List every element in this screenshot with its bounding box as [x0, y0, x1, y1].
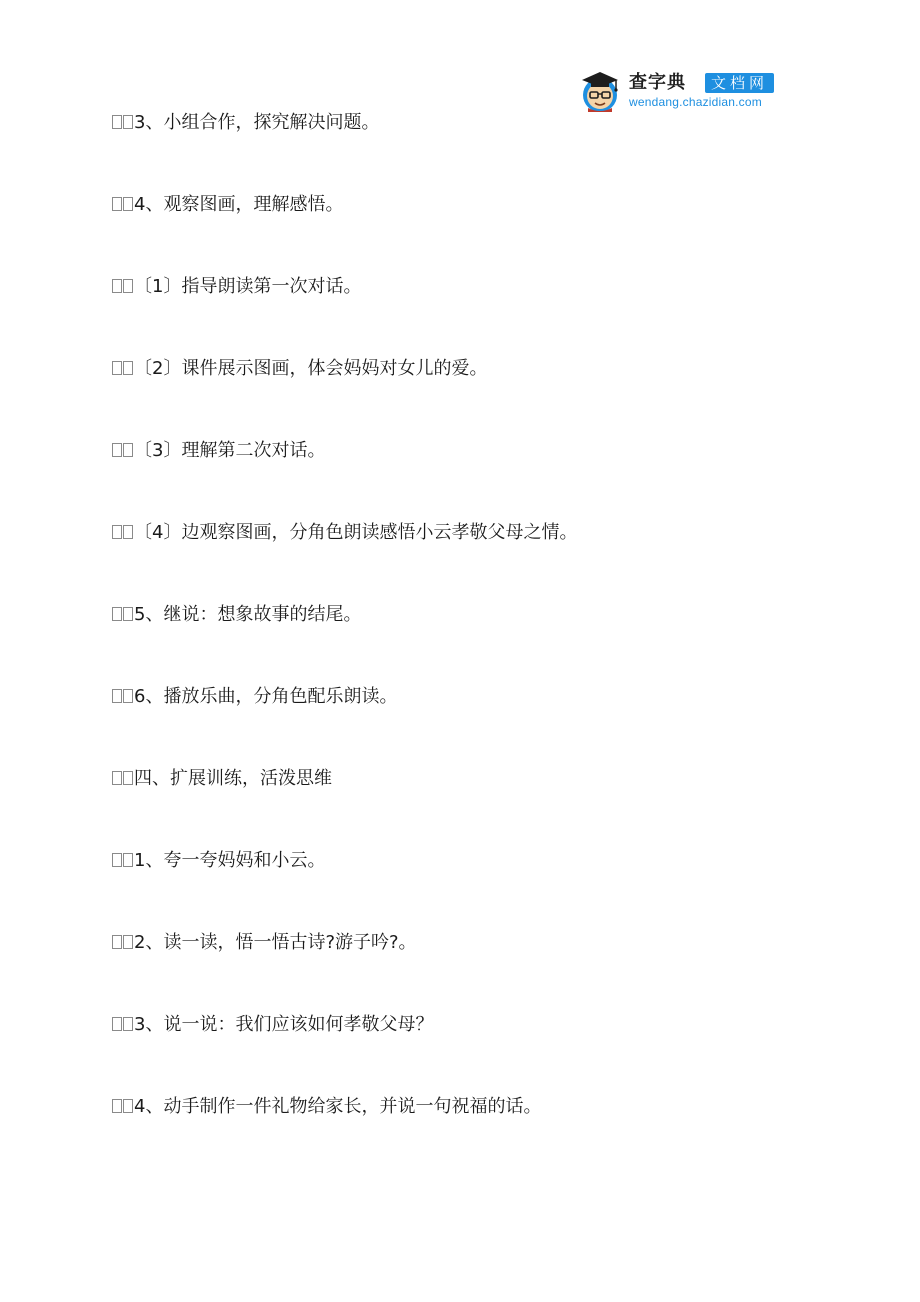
document-line: [112, 848, 577, 930]
document-line: [112, 438, 577, 520]
logo-url-text: wendang.chazidian.com: [629, 95, 762, 109]
missing-glyph-box: [112, 853, 122, 867]
line-text: 6、播放乐曲，分角色配乐朗读。: [134, 686, 398, 707]
site-logo: [577, 68, 807, 114]
missing-glyph-box: [112, 115, 122, 129]
missing-glyph-box: [123, 361, 133, 375]
missing-glyph-box: [123, 607, 133, 621]
line-text: 5、继说：想象故事的结尾。: [134, 604, 362, 625]
line-text: 〔4〕边观察图画，分角色朗读感悟小云孝敬父母之情。: [134, 522, 578, 543]
document-line: [112, 192, 577, 274]
missing-glyph-box: [112, 525, 122, 539]
line-text: 〔1〕指导朗读第一次对话。: [134, 276, 362, 297]
missing-glyph-box: [123, 689, 133, 703]
document-line: [112, 520, 577, 602]
document-line: [112, 1012, 577, 1094]
document-line: [112, 1094, 577, 1176]
missing-glyph-box: [123, 935, 133, 949]
logo-brand-text: 查字典: [629, 72, 686, 93]
missing-glyph-box: [112, 1017, 122, 1031]
missing-glyph-box: [123, 853, 133, 867]
missing-glyph-box: [123, 443, 133, 457]
missing-glyph-box: [112, 1099, 122, 1113]
line-text: 2、读一读，悟一悟古诗?游子吟?。: [134, 932, 417, 953]
graduate-mascot-icon: [577, 68, 623, 114]
document-line: [112, 602, 577, 684]
document-line: [112, 356, 577, 438]
line-text: 3、小组合作，探究解决问题。: [134, 112, 380, 133]
missing-glyph-box: [112, 607, 122, 621]
missing-glyph-box: [123, 1017, 133, 1031]
document-line: [112, 684, 577, 766]
line-text: 〔2〕课件展示图画，体会妈妈对女儿的爱。: [134, 358, 488, 379]
missing-glyph-box: [112, 771, 122, 785]
document-line: [112, 110, 577, 192]
missing-glyph-box: [123, 279, 133, 293]
line-text: 4、观察图画，理解感悟。: [134, 194, 344, 215]
line-text: 〔3〕理解第二次对话。: [134, 440, 326, 461]
missing-glyph-box: [123, 1099, 133, 1113]
line-text: 3、说一说：我们应该如何孝敬父母？: [134, 1014, 434, 1035]
missing-glyph-box: [112, 689, 122, 703]
missing-glyph-box: [112, 279, 122, 293]
missing-glyph-box: [112, 361, 122, 375]
missing-glyph-box: [123, 771, 133, 785]
missing-glyph-box: [112, 935, 122, 949]
section-heading: [112, 766, 577, 848]
missing-glyph-box: [123, 525, 133, 539]
missing-glyph-box: [112, 443, 122, 457]
missing-glyph-box: [123, 197, 133, 211]
document-line: [112, 930, 577, 1012]
logo-tag-badge: 文档网: [705, 73, 774, 93]
line-text: 4、动手制作一件礼物给家长，并说一句祝福的话。: [134, 1096, 542, 1117]
missing-glyph-box: [112, 197, 122, 211]
line-text: 四、扩展训练，活泼思维: [134, 768, 332, 789]
document-line: [112, 274, 577, 356]
line-text: 1、夸一夸妈妈和小云。: [134, 850, 326, 871]
missing-glyph-box: [123, 115, 133, 129]
document-body: [112, 110, 577, 1176]
